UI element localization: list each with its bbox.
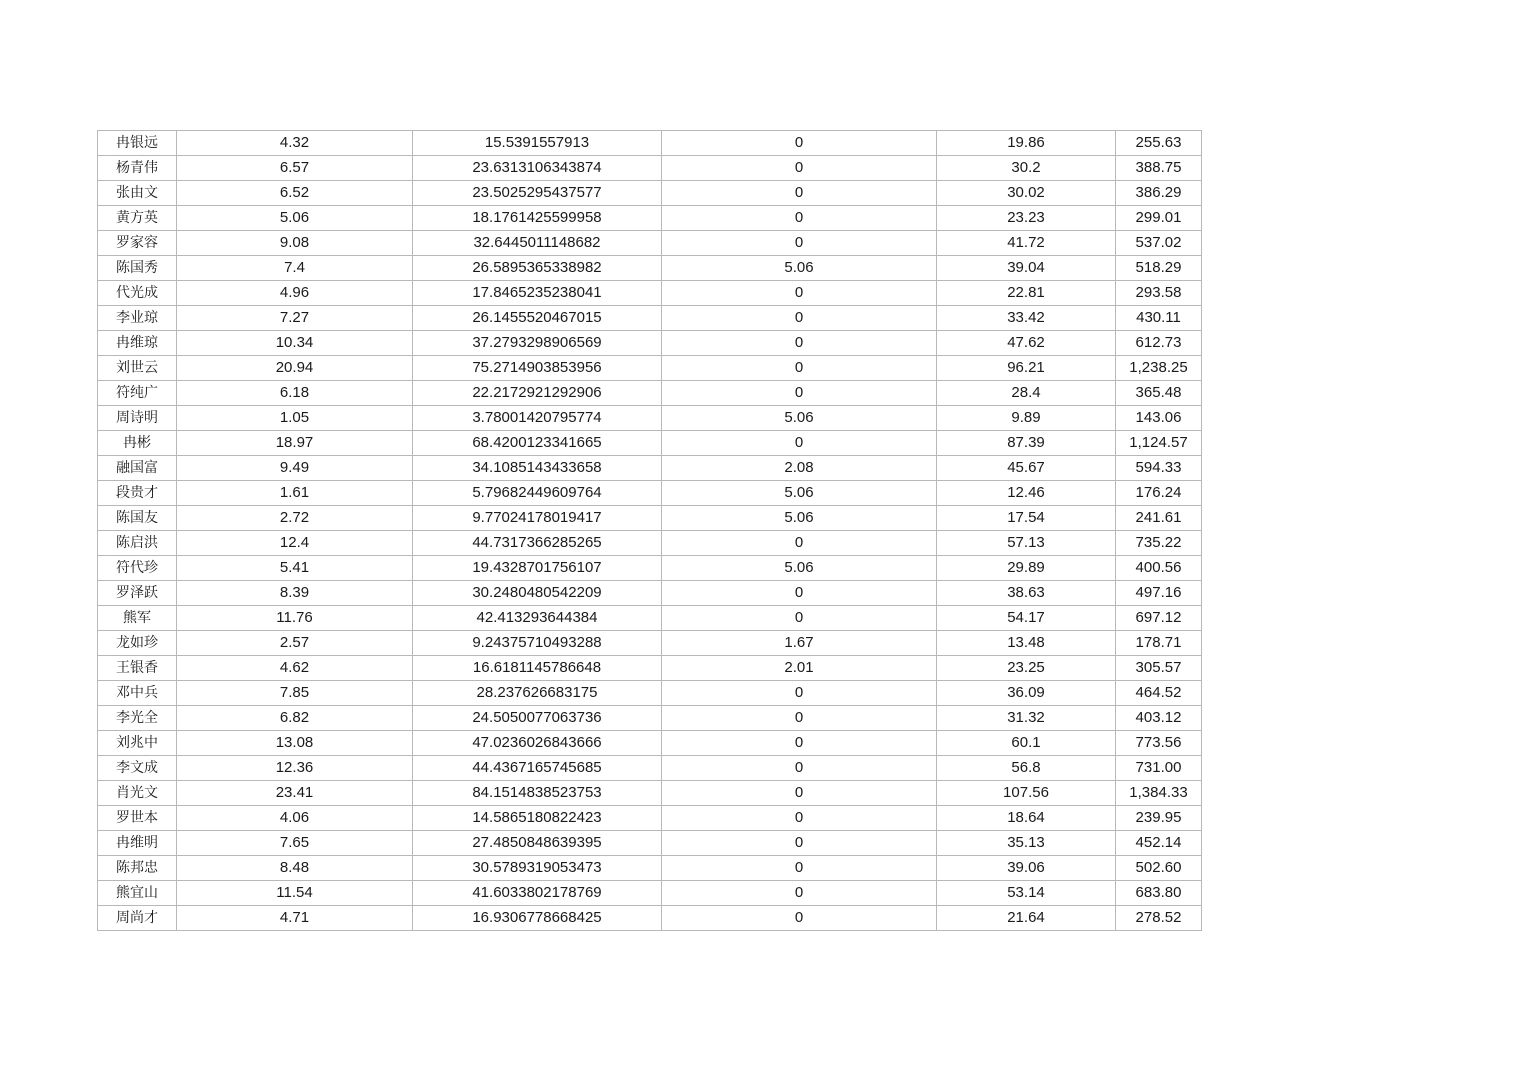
value-cell-3: 0: [662, 831, 937, 856]
value-cell-2: 27.4850848639395: [413, 831, 662, 856]
name-cell: 李业琼: [98, 306, 177, 331]
value-cell-4: 107.56: [937, 781, 1116, 806]
value-cell-1: 11.76: [177, 606, 413, 631]
table-row: [98, 656, 1202, 681]
value-cell-1: 6.82: [177, 706, 413, 731]
value-cell-4: 28.4: [937, 381, 1116, 406]
amount-cell: 697.12: [1116, 606, 1202, 631]
value-cell-2: 41.6033802178769: [413, 881, 662, 906]
value-cell-3: 0: [662, 181, 937, 206]
value-cell-4: 41.72: [937, 231, 1116, 256]
value-cell-3: 0: [662, 356, 937, 381]
value-cell-3: 2.08: [662, 456, 937, 481]
table-row: [98, 756, 1202, 781]
table-row: [98, 431, 1202, 456]
value-cell-1: 4.96: [177, 281, 413, 306]
value-cell-4: 23.23: [937, 206, 1116, 231]
value-cell-3: 0: [662, 756, 937, 781]
value-cell-1: 4.32: [177, 131, 413, 156]
value-cell-2: 30.5789319053473: [413, 856, 662, 881]
name-cell: 冉维琼: [98, 331, 177, 356]
value-cell-4: 18.64: [937, 806, 1116, 831]
value-cell-2: 42.413293644384: [413, 606, 662, 631]
value-cell-1: 7.65: [177, 831, 413, 856]
value-cell-1: 9.08: [177, 231, 413, 256]
value-cell-4: 60.1: [937, 731, 1116, 756]
value-cell-2: 16.9306778668425: [413, 906, 662, 931]
amount-cell: 1,238.25: [1116, 356, 1202, 381]
value-cell-3: 0: [662, 206, 937, 231]
value-cell-3: 0: [662, 306, 937, 331]
value-cell-3: 5.06: [662, 406, 937, 431]
amount-cell: 400.56: [1116, 556, 1202, 581]
value-cell-2: 19.4328701756107: [413, 556, 662, 581]
value-cell-1: 6.57: [177, 156, 413, 181]
name-cell: 周诗明: [98, 406, 177, 431]
value-cell-2: 47.0236026843666: [413, 731, 662, 756]
value-cell-4: 12.46: [937, 481, 1116, 506]
name-cell: 李文成: [98, 756, 177, 781]
value-cell-4: 36.09: [937, 681, 1116, 706]
value-cell-4: 30.2: [937, 156, 1116, 181]
table-row: [98, 831, 1202, 856]
value-cell-1: 12.4: [177, 531, 413, 556]
value-cell-4: 31.32: [937, 706, 1116, 731]
name-cell: 肖光文: [98, 781, 177, 806]
amount-cell: 241.61: [1116, 506, 1202, 531]
table-row: [98, 631, 1202, 656]
value-cell-3: 0: [662, 681, 937, 706]
table-row: [98, 706, 1202, 731]
name-cell: 冉维明: [98, 831, 177, 856]
name-cell: 杨青伟: [98, 156, 177, 181]
value-cell-4: 38.63: [937, 581, 1116, 606]
value-cell-3: 0: [662, 781, 937, 806]
value-cell-4: 39.04: [937, 256, 1116, 281]
value-cell-3: 0: [662, 606, 937, 631]
value-cell-1: 23.41: [177, 781, 413, 806]
value-cell-2: 44.4367165745685: [413, 756, 662, 781]
amount-cell: 594.33: [1116, 456, 1202, 481]
table-row: [98, 256, 1202, 281]
value-cell-1: 11.54: [177, 881, 413, 906]
value-cell-3: 0: [662, 806, 937, 831]
amount-cell: 299.01: [1116, 206, 1202, 231]
value-cell-1: 7.4: [177, 256, 413, 281]
value-cell-2: 9.24375710493288: [413, 631, 662, 656]
amount-cell: 143.06: [1116, 406, 1202, 431]
table-row: [98, 531, 1202, 556]
value-cell-2: 16.6181145786648: [413, 656, 662, 681]
value-cell-3: 0: [662, 431, 937, 456]
table-row: [98, 856, 1202, 881]
amount-cell: 537.02: [1116, 231, 1202, 256]
table-row: [98, 731, 1202, 756]
value-cell-4: 39.06: [937, 856, 1116, 881]
value-cell-2: 18.1761425599958: [413, 206, 662, 231]
name-cell: 罗泽跃: [98, 581, 177, 606]
name-cell: 陈启洪: [98, 531, 177, 556]
value-cell-4: 56.8: [937, 756, 1116, 781]
amount-cell: 239.95: [1116, 806, 1202, 831]
value-cell-2: 15.5391557913: [413, 131, 662, 156]
amount-cell: 518.29: [1116, 256, 1202, 281]
amount-cell: 305.57: [1116, 656, 1202, 681]
table-row: [98, 381, 1202, 406]
name-cell: 刘世云: [98, 356, 177, 381]
value-cell-2: 23.6313106343874: [413, 156, 662, 181]
name-cell: 罗世本: [98, 806, 177, 831]
amount-cell: 388.75: [1116, 156, 1202, 181]
value-cell-2: 3.78001420795774: [413, 406, 662, 431]
value-cell-4: 21.64: [937, 906, 1116, 931]
name-cell: 代光成: [98, 281, 177, 306]
value-cell-1: 4.06: [177, 806, 413, 831]
value-cell-1: 10.34: [177, 331, 413, 356]
amount-cell: 683.80: [1116, 881, 1202, 906]
table-row: [98, 606, 1202, 631]
value-cell-2: 14.5865180822423: [413, 806, 662, 831]
table-row: [98, 131, 1202, 156]
name-cell: 冉彬: [98, 431, 177, 456]
value-cell-2: 26.5895365338982: [413, 256, 662, 281]
name-cell: 段贵才: [98, 481, 177, 506]
value-cell-4: 13.48: [937, 631, 1116, 656]
value-cell-3: 5.06: [662, 256, 937, 281]
name-cell: 陈国秀: [98, 256, 177, 281]
value-cell-4: 35.13: [937, 831, 1116, 856]
value-cell-1: 18.97: [177, 431, 413, 456]
value-cell-1: 1.61: [177, 481, 413, 506]
value-cell-4: 33.42: [937, 306, 1116, 331]
value-cell-1: 9.49: [177, 456, 413, 481]
table-row: [98, 306, 1202, 331]
amount-cell: 452.14: [1116, 831, 1202, 856]
value-cell-2: 5.79682449609764: [413, 481, 662, 506]
value-cell-2: 22.2172921292906: [413, 381, 662, 406]
value-cell-3: 0: [662, 881, 937, 906]
table-row: [98, 781, 1202, 806]
value-cell-1: 13.08: [177, 731, 413, 756]
value-cell-4: 57.13: [937, 531, 1116, 556]
value-cell-2: 17.8465235238041: [413, 281, 662, 306]
value-cell-1: 12.36: [177, 756, 413, 781]
table-row: [98, 406, 1202, 431]
amount-cell: 773.56: [1116, 731, 1202, 756]
table-row: [98, 156, 1202, 181]
table-row: [98, 906, 1202, 931]
value-cell-2: 84.1514838523753: [413, 781, 662, 806]
value-cell-2: 30.2480480542209: [413, 581, 662, 606]
value-cell-4: 19.86: [937, 131, 1116, 156]
name-cell: 王银香: [98, 656, 177, 681]
table-row: [98, 681, 1202, 706]
value-cell-1: 8.39: [177, 581, 413, 606]
value-cell-4: 9.89: [937, 406, 1116, 431]
name-cell: 熊宜山: [98, 881, 177, 906]
name-cell: 陈邦忠: [98, 856, 177, 881]
amount-cell: 386.29: [1116, 181, 1202, 206]
amount-cell: 293.58: [1116, 281, 1202, 306]
value-cell-4: 47.62: [937, 331, 1116, 356]
table-row: [98, 806, 1202, 831]
table-row: [98, 581, 1202, 606]
value-cell-2: 37.2793298906569: [413, 331, 662, 356]
value-cell-4: 23.25: [937, 656, 1116, 681]
amount-cell: 1,384.33: [1116, 781, 1202, 806]
name-cell: 冉银远: [98, 131, 177, 156]
value-cell-1: 2.57: [177, 631, 413, 656]
name-cell: 黄方英: [98, 206, 177, 231]
name-cell: 龙如珍: [98, 631, 177, 656]
amount-cell: 612.73: [1116, 331, 1202, 356]
value-cell-3: 0: [662, 731, 937, 756]
amount-cell: 1,124.57: [1116, 431, 1202, 456]
table-row: [98, 556, 1202, 581]
value-cell-2: 34.1085143433658: [413, 456, 662, 481]
amount-cell: 497.16: [1116, 581, 1202, 606]
name-cell: 熊军: [98, 606, 177, 631]
name-cell: 张由文: [98, 181, 177, 206]
value-cell-4: 96.21: [937, 356, 1116, 381]
value-cell-3: 0: [662, 331, 937, 356]
name-cell: 融国富: [98, 456, 177, 481]
value-cell-3: 0: [662, 706, 937, 731]
table-row: [98, 231, 1202, 256]
value-cell-2: 9.77024178019417: [413, 506, 662, 531]
amount-cell: 178.71: [1116, 631, 1202, 656]
table-body: [98, 131, 1202, 931]
value-cell-2: 28.237626683175: [413, 681, 662, 706]
amount-cell: 502.60: [1116, 856, 1202, 881]
value-cell-1: 1.05: [177, 406, 413, 431]
name-cell: 周尚才: [98, 906, 177, 931]
value-cell-1: 6.52: [177, 181, 413, 206]
value-cell-2: 23.5025295437577: [413, 181, 662, 206]
value-cell-1: 2.72: [177, 506, 413, 531]
value-cell-3: 0: [662, 156, 937, 181]
name-cell: 符代珍: [98, 556, 177, 581]
value-cell-4: 30.02: [937, 181, 1116, 206]
value-cell-4: 29.89: [937, 556, 1116, 581]
value-cell-3: 0: [662, 906, 937, 931]
value-cell-1: 4.71: [177, 906, 413, 931]
value-cell-3: 1.67: [662, 631, 937, 656]
amount-cell: 403.12: [1116, 706, 1202, 731]
value-cell-1: 5.41: [177, 556, 413, 581]
name-cell: 邓中兵: [98, 681, 177, 706]
value-cell-4: 87.39: [937, 431, 1116, 456]
value-cell-2: 32.6445011148682: [413, 231, 662, 256]
data-table: [97, 130, 1202, 931]
name-cell: 罗家容: [98, 231, 177, 256]
value-cell-4: 53.14: [937, 881, 1116, 906]
value-cell-1: 4.62: [177, 656, 413, 681]
value-cell-2: 75.2714903853956: [413, 356, 662, 381]
value-cell-3: 0: [662, 131, 937, 156]
value-cell-1: 8.48: [177, 856, 413, 881]
value-cell-3: 0: [662, 531, 937, 556]
value-cell-1: 7.85: [177, 681, 413, 706]
value-cell-4: 45.67: [937, 456, 1116, 481]
amount-cell: 430.11: [1116, 306, 1202, 331]
table-row: [98, 456, 1202, 481]
amount-cell: 731.00: [1116, 756, 1202, 781]
table-row: [98, 881, 1202, 906]
value-cell-3: 0: [662, 856, 937, 881]
amount-cell: 735.22: [1116, 531, 1202, 556]
value-cell-3: 0: [662, 231, 937, 256]
value-cell-2: 44.7317366285265: [413, 531, 662, 556]
value-cell-3: 2.01: [662, 656, 937, 681]
name-cell: 符纯广: [98, 381, 177, 406]
value-cell-4: 22.81: [937, 281, 1116, 306]
value-cell-4: 54.17: [937, 606, 1116, 631]
value-cell-1: 6.18: [177, 381, 413, 406]
value-cell-3: 0: [662, 581, 937, 606]
name-cell: 李光全: [98, 706, 177, 731]
value-cell-3: 5.06: [662, 506, 937, 531]
table-row: [98, 356, 1202, 381]
amount-cell: 176.24: [1116, 481, 1202, 506]
value-cell-2: 24.5050077063736: [413, 706, 662, 731]
name-cell: 陈国友: [98, 506, 177, 531]
value-cell-3: 5.06: [662, 556, 937, 581]
table-row: [98, 206, 1202, 231]
table-row: [98, 481, 1202, 506]
value-cell-3: 0: [662, 381, 937, 406]
amount-cell: 464.52: [1116, 681, 1202, 706]
amount-cell: 255.63: [1116, 131, 1202, 156]
value-cell-1: 5.06: [177, 206, 413, 231]
amount-cell: 278.52: [1116, 906, 1202, 931]
table-row: [98, 281, 1202, 306]
value-cell-3: 0: [662, 281, 937, 306]
table-row: [98, 506, 1202, 531]
value-cell-4: 17.54: [937, 506, 1116, 531]
value-cell-2: 26.1455520467015: [413, 306, 662, 331]
name-cell: 刘兆中: [98, 731, 177, 756]
table-row: [98, 331, 1202, 356]
value-cell-2: 68.4200123341665: [413, 431, 662, 456]
value-cell-3: 5.06: [662, 481, 937, 506]
value-cell-1: 20.94: [177, 356, 413, 381]
amount-cell: 365.48: [1116, 381, 1202, 406]
table-row: [98, 181, 1202, 206]
value-cell-1: 7.27: [177, 306, 413, 331]
